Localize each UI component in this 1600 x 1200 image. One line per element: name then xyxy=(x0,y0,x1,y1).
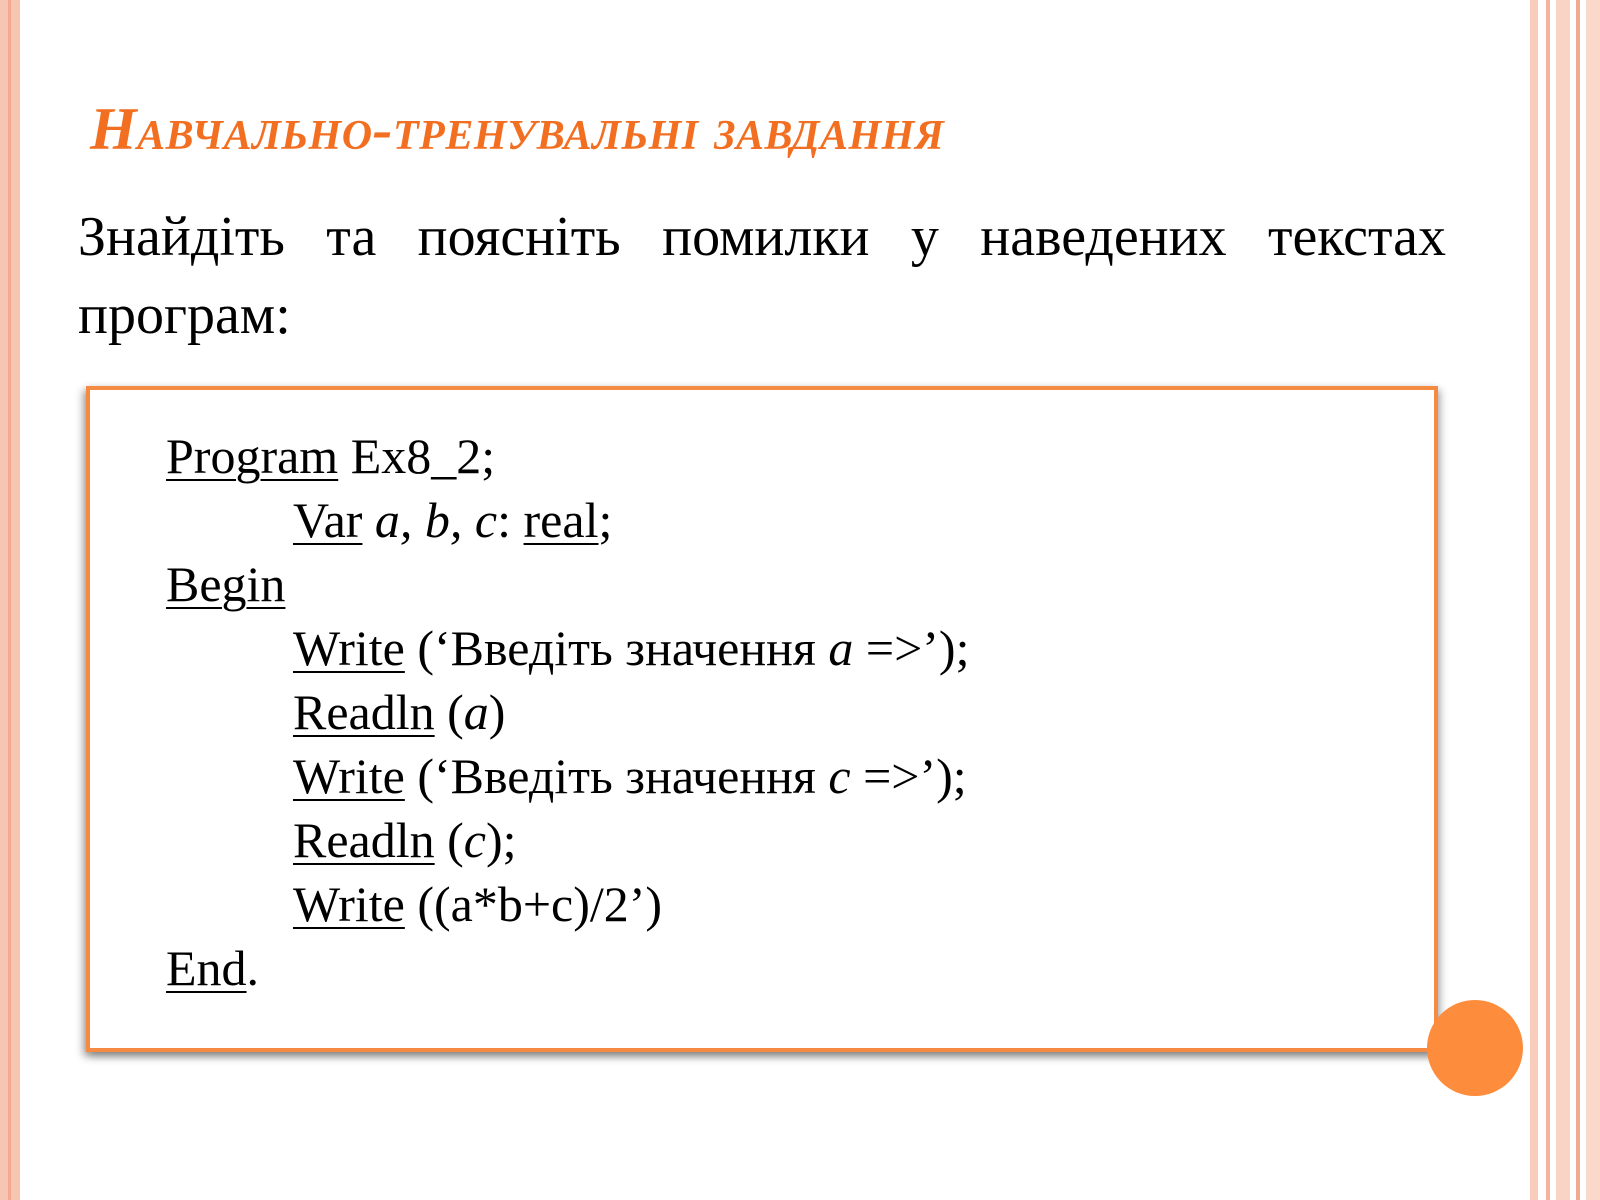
readln-open: ( xyxy=(434,812,464,868)
left-frame-border xyxy=(0,0,20,1200)
code-line-var xyxy=(166,488,969,552)
keyword-var: Var xyxy=(293,492,363,548)
keyword-begin: Begin xyxy=(166,556,286,612)
program-code xyxy=(166,424,969,1000)
variable-list: a, b, c xyxy=(362,492,498,548)
code-line-readln-a xyxy=(166,680,969,744)
write-string-start: (‘Введіть значення xyxy=(404,620,829,676)
keyword-readln: Readln xyxy=(293,812,435,868)
var-terminator: ; xyxy=(598,492,613,548)
right-frame-border xyxy=(1530,0,1600,1200)
code-line-write-result xyxy=(166,872,969,936)
task-instruction: Знайдіть та поясніть помилки у наведених текстах програм: xyxy=(78,206,1446,346)
code-listing-box xyxy=(86,386,1438,1052)
end-period: . xyxy=(246,940,260,996)
write-string-end: =>’); xyxy=(853,620,970,676)
write-variable: c xyxy=(828,748,851,804)
code-line-begin xyxy=(166,552,969,616)
readln-open: ( xyxy=(434,684,464,740)
keyword-end: End xyxy=(166,940,247,996)
code-line-readln-c xyxy=(166,808,969,872)
readln-variable: a xyxy=(463,684,489,740)
keyword-write: Write xyxy=(293,620,405,676)
readln-close: ) xyxy=(488,684,506,740)
readln-close: ); xyxy=(486,812,517,868)
code-line-program xyxy=(166,424,969,488)
write-string-start: (‘Введіть значення xyxy=(404,748,829,804)
code-line-write-a xyxy=(166,616,969,680)
keyword-program: Program xyxy=(166,428,339,484)
keyword-readln: Readln xyxy=(293,684,435,740)
keyword-write: Write xyxy=(293,748,405,804)
keyword-real: real xyxy=(523,492,599,548)
write-expression: ((a*b+c)/2’) xyxy=(404,876,663,932)
keyword-write: Write xyxy=(293,876,405,932)
decorative-orange-circle xyxy=(1427,1000,1523,1096)
code-line-end xyxy=(166,936,969,1000)
code-line-write-c xyxy=(166,744,969,808)
program-name: Ex8_2; xyxy=(338,428,496,484)
type-colon: : xyxy=(497,492,524,548)
write-variable: a xyxy=(828,620,854,676)
write-string-end: =>’); xyxy=(850,748,967,804)
readln-variable: c xyxy=(463,812,486,868)
slide-title: Навчально-тренувальні завдання xyxy=(90,96,945,162)
